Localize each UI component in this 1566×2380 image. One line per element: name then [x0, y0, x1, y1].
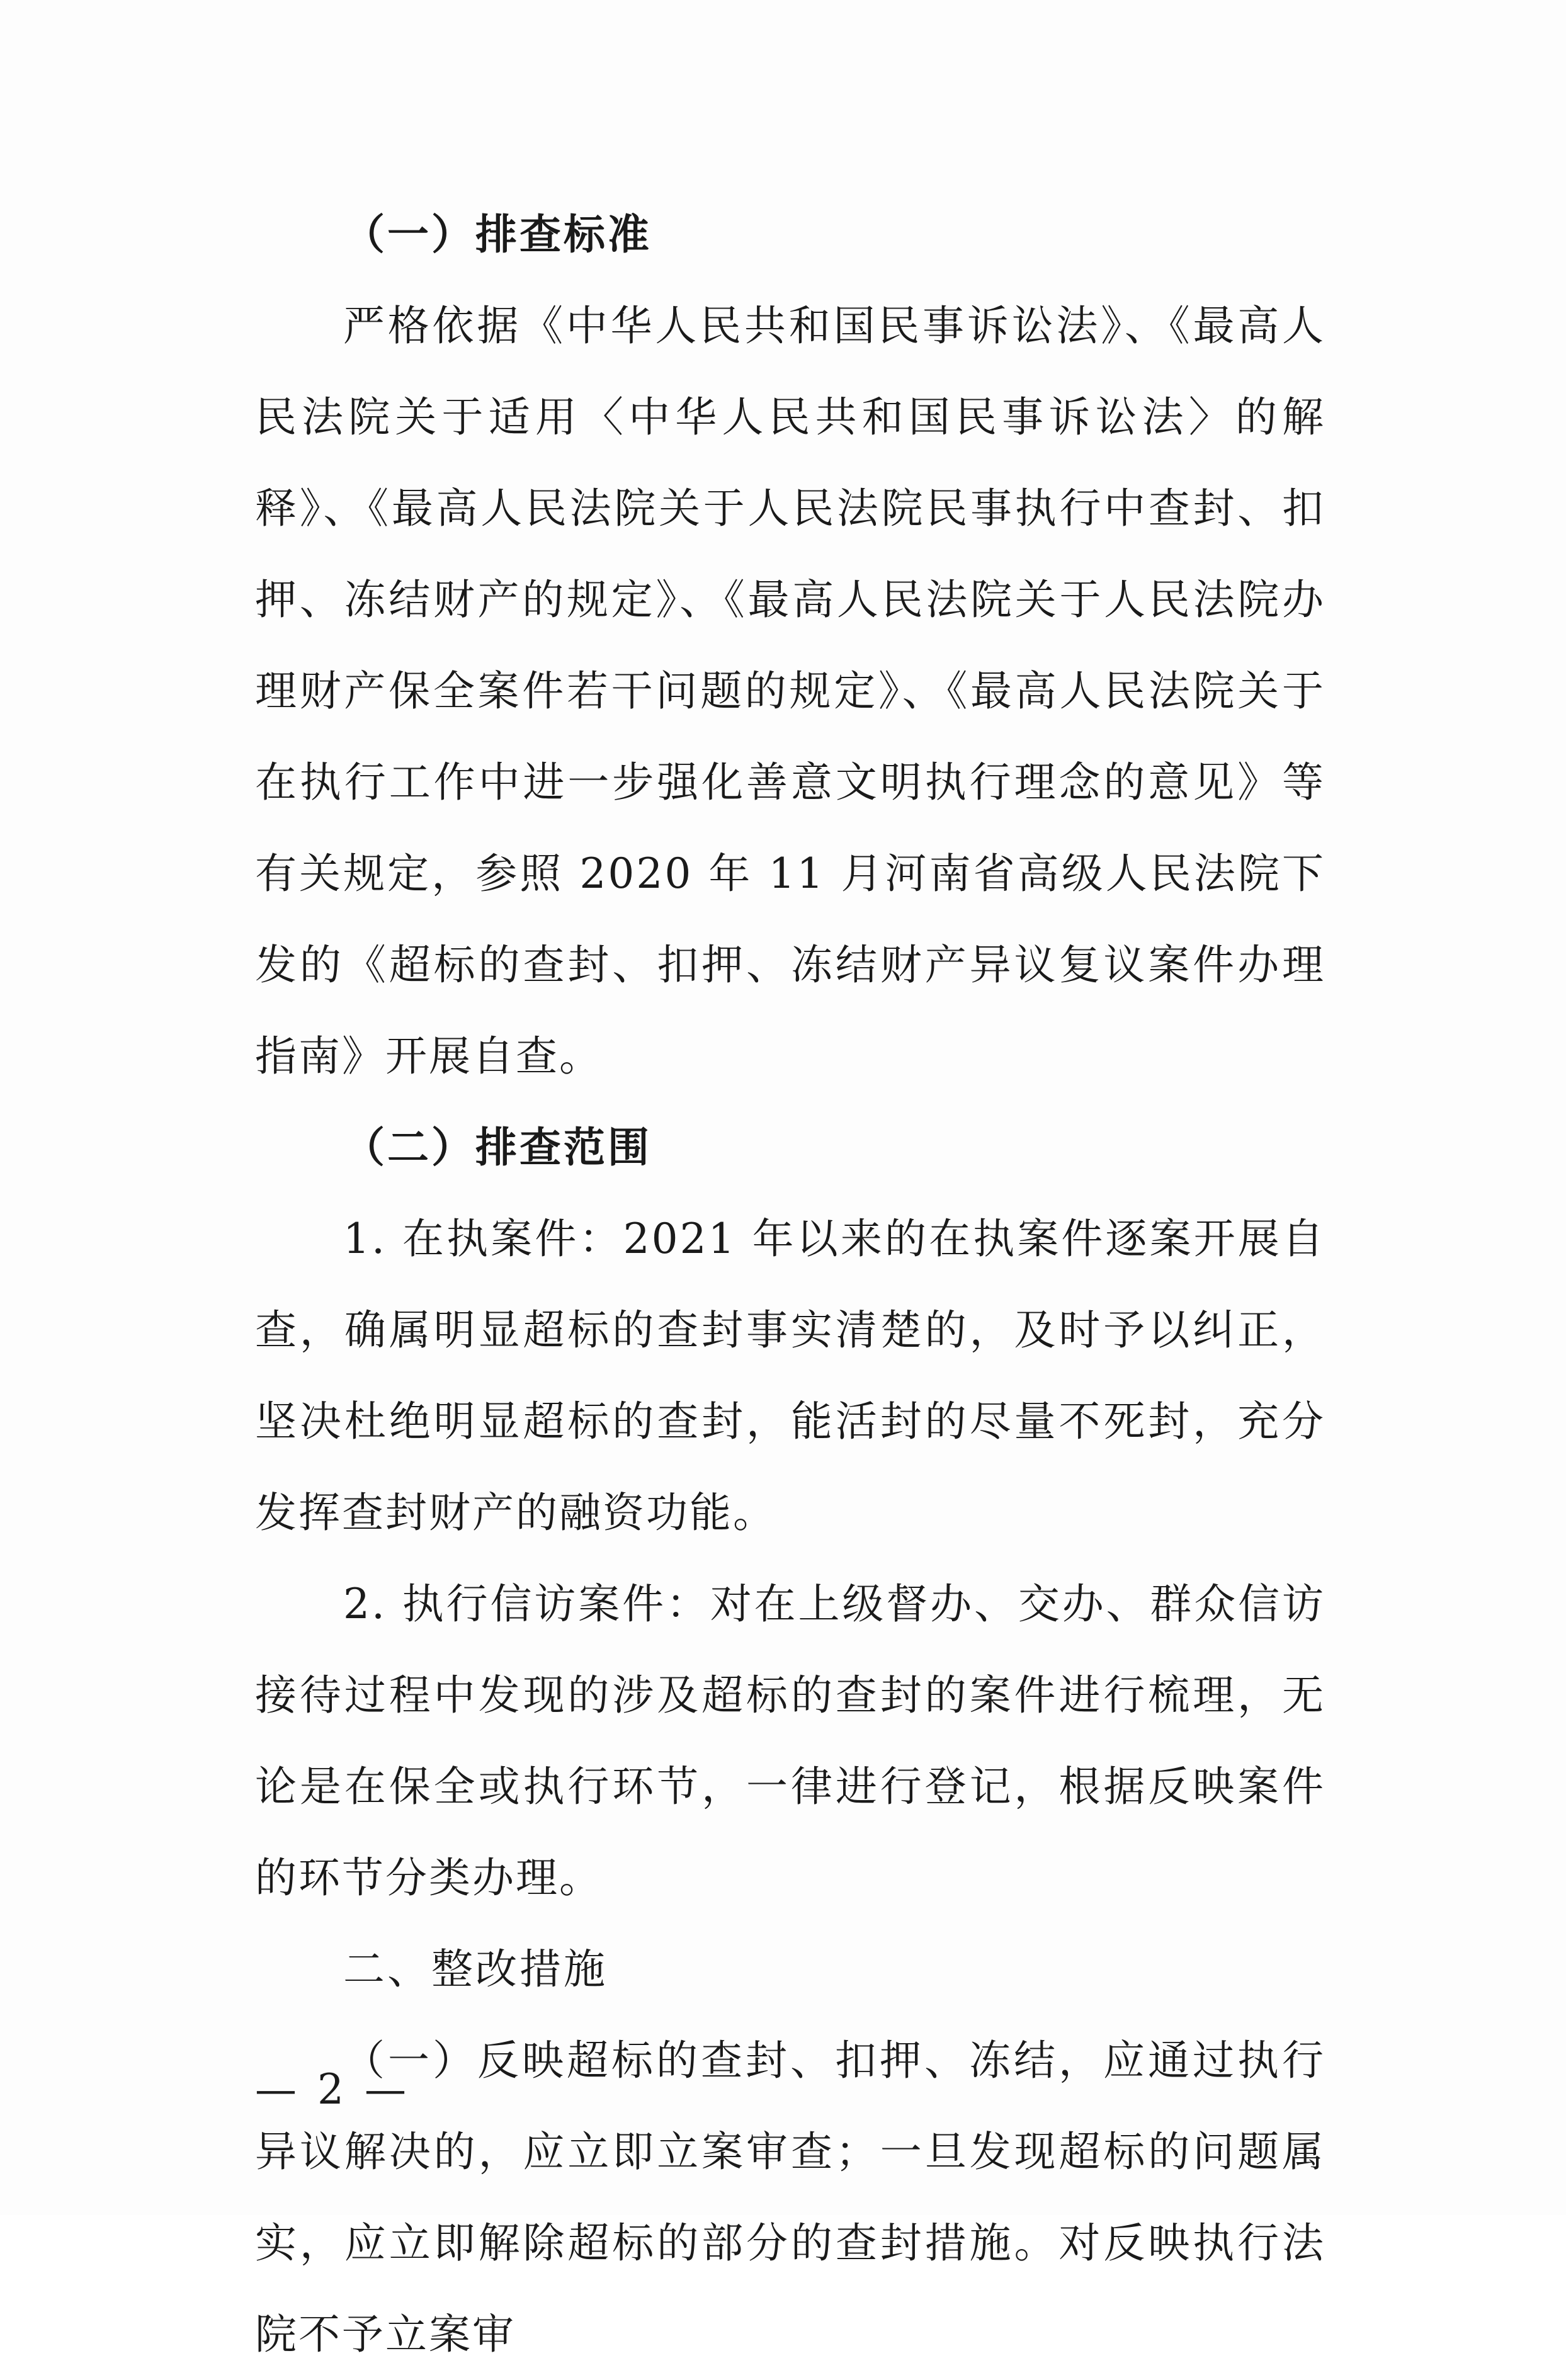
page-number: — 2 —: [255, 2065, 410, 2114]
section-2-item-2: 2. 执行信访案件：对在上级督办、交办、群众信访接待过程中发现的涉及超标的查封的案件进行梳理，无论是在保全或执行环节，一律进行登记，根据反映案件的环节分类办理。: [255, 1580, 1325, 1902]
section-2-heading: （二）排查范围: [343, 1123, 652, 1172]
section-2-item-1: 1. 在执案件：2021 年以来的在执案件逐案开展自查，确属明显超标的查封事实清楚的，及时予以纠正，坚决杜绝明显超标的查封，能活封的尽量不死封，充分发挥查封财产的融资功能。: [255, 1215, 1325, 1537]
part-2-body: （一）反映超标的查封、扣押、冻结，应通过执行异议解决的，应立即立案审查；一旦发现超标的问题属实，应立即解除超标的部分的查封措施。对反映执行法院不予立案审: [255, 2036, 1325, 2359]
part-2-heading: 二、整改措施: [343, 1945, 608, 1993]
section-1-heading: （一）排查标准: [343, 210, 652, 259]
section-1-body: 严格依据《中华人民共和国民事诉讼法》、《最高人民法院关于适用〈中华人民共和国民事诉讼法〉的解释》、《最高人民法院关于人民法院民事执行中查封、扣押、冻结财产的规定》、《最高人民法院关于人民法院办理财产保全案件若干问题的规定》、《最高人民法院关于在执行工作中进一步强化善意文明执行理念的意见》等有关规定，参照 2020 年 11 月河南省高级人民法院下发的《超标的查封、扣押、冻结财产异议复议案件办理指南》开展自查。: [255, 302, 1325, 1080]
document-body: [255, 189, 1325, 2380]
